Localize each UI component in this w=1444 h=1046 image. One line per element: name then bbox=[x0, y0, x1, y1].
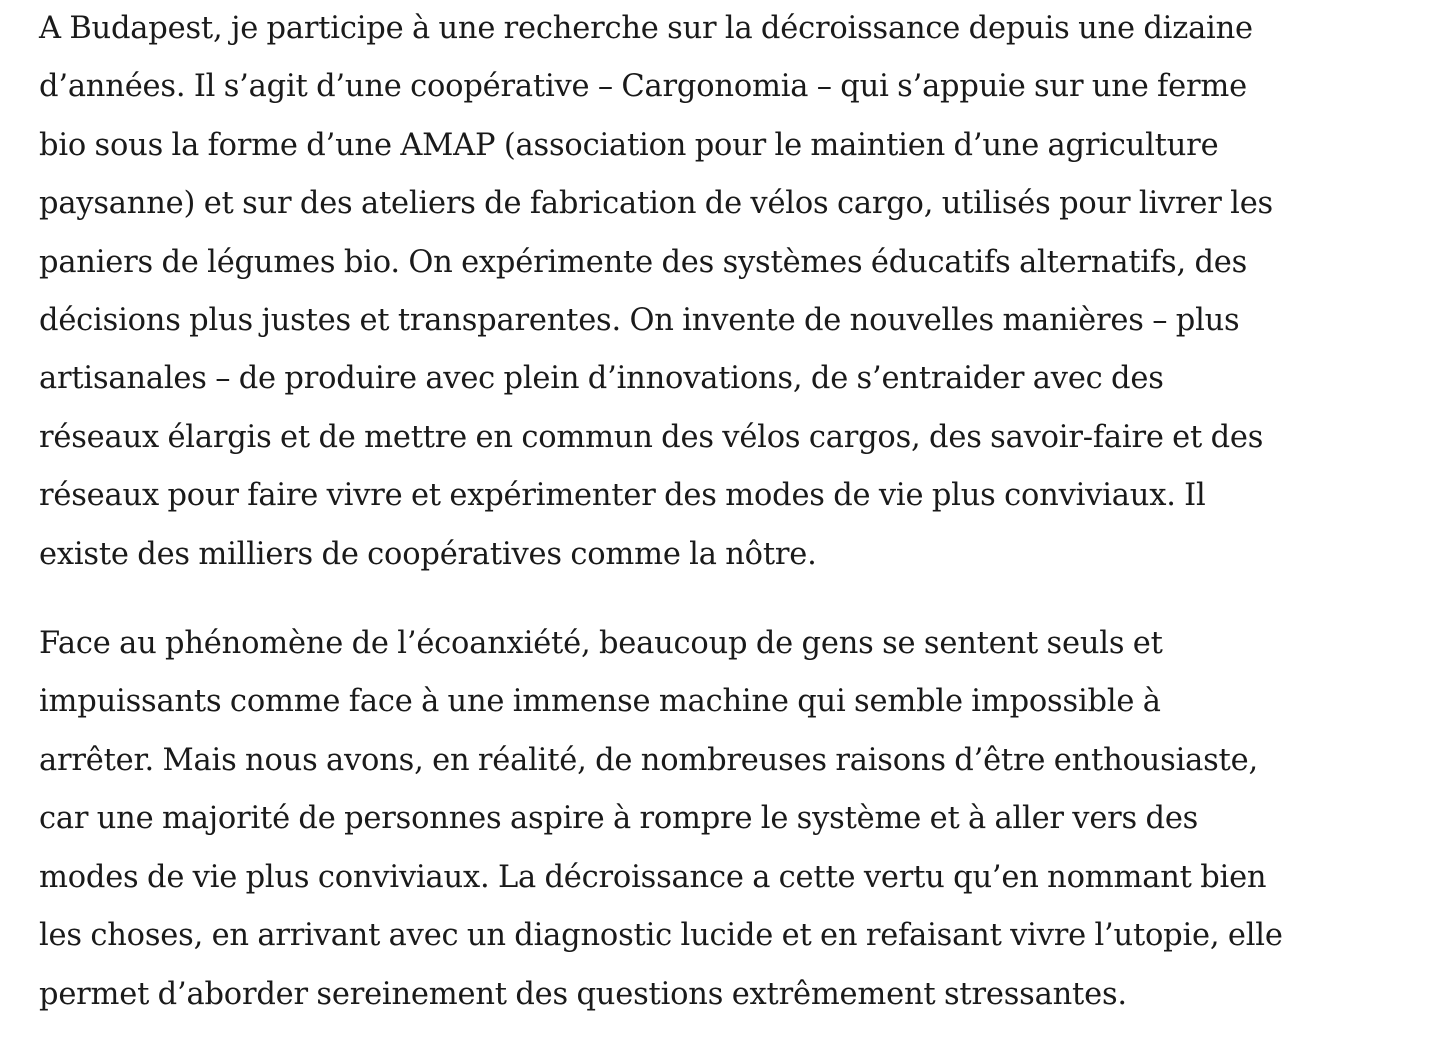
text-line: modes de vie plus conviviaux. La décroissance a cette vertu qu’en nommant bien bbox=[39, 859, 1267, 895]
text-line: paniers de légumes bio. On expérimente des systèmes éducatifs alternatifs, des bbox=[39, 244, 1248, 280]
text-line: arrêter. Mais nous avons, en réalité, de nombreuses raisons d’être enthousiaste, bbox=[39, 742, 1258, 778]
text-line: réseaux pour faire vivre et expérimenter des modes de vie plus conviviaux. Il bbox=[39, 478, 1206, 514]
text-line: paysanne) et sur des ateliers de fabrication de vélos cargo, utilisés pour livrer les bbox=[39, 186, 1274, 222]
text-line: permet d’aborder sereinement des questions extrêmement stressantes. bbox=[39, 976, 1127, 1012]
text-line: artisanales – de produire avec plein d’innovations, de s’entraider avec des bbox=[39, 361, 1164, 397]
text-line: car une majorité de personnes aspire à rompre le système et à aller vers des bbox=[39, 801, 1199, 837]
text-line: les choses, en arrivant avec un diagnostic lucide et en refaisant vivre l’utopie, elle bbox=[39, 918, 1283, 954]
text-line: décisions plus justes et transparentes. On invente de nouvelles manières – plus bbox=[39, 303, 1240, 339]
text-line: A Budapest, je participe à une recherche sur la décroissance depuis une dizaine bbox=[39, 11, 1253, 46]
article-paragraph bbox=[39, 615, 1419, 1024]
text-line: existe des milliers de coopératives comme la nôtre. bbox=[39, 536, 817, 572]
text-line: bio sous la forme d’une AMAP (association pour le maintien d’une agriculture bbox=[39, 127, 1219, 163]
text-line: d’années. Il s’agit d’une coopérative – Cargonomia – qui s’appuie sur une ferme bbox=[39, 69, 1247, 105]
text-line: réseaux élargis et de mettre en commun des vélos cargos, des savoir-faire et des bbox=[39, 419, 1264, 455]
article-paragraph bbox=[39, 0, 1419, 584]
text-line: Face au phénomène de l’écoanxiété, beaucoup de gens se sentent seuls et bbox=[39, 626, 1163, 662]
article-body bbox=[39, 0, 1419, 1024]
text-line: impuissants comme face à une immense machine qui semble impossible à bbox=[39, 684, 1161, 720]
